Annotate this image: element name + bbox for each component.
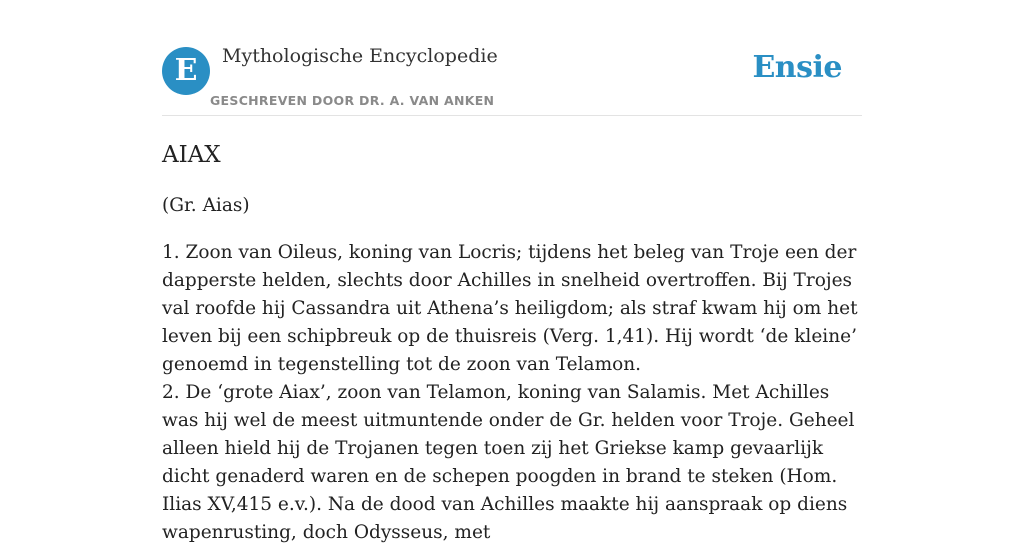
entry-subtitle: (Gr. Aias) xyxy=(162,195,250,216)
entry-paragraph-1: 1. Zoon van Oileus, koning van Locris; tijdens het beleg van Troje een der dapperste helden, slechts door Achilles in snelheid overtroffen. Bij Trojes val roofde hij Cassandra uit Athena’s heiligdom; als straf kwam hij om het leven bij een schipbreuk op de thuisreis (Verg. 1,41). Hij wordt ‘de kleine’ genoemd in tegenstelling tot de zoon van Telamon. xyxy=(162,242,858,375)
entry-paragraph-2: 2. De ‘grote Aiax’, zoon van Telamon, koning van Salamis. Met Achilles was hij wel de meest uitmuntende onder de Gr. helden voor Troje. Geheel alleen hield hij de Trojanen tegen toen zij het Griekse kamp gevaarlijk dicht genaderd waren en de schepen poogden in brand te steken (Hom. Ilias XV,415 e.v.). Na de dood van Achilles maakte hij aanspraak op diens wapenrusting, doch Odysseus, met xyxy=(162,382,855,543)
entry-body xyxy=(162,239,862,547)
content-column xyxy=(162,0,862,547)
author-line: GESCHREVEN DOOR DR. A. VAN ANKEN xyxy=(210,93,495,108)
encyclopedia-logo-icon[interactable]: E xyxy=(162,47,210,95)
book-title-link[interactable]: Mythologische Encyclopedie xyxy=(222,45,498,67)
entry-title: AIAX xyxy=(162,142,221,168)
ensie-brand-logo[interactable]: Ensie xyxy=(752,50,842,85)
header xyxy=(162,0,862,116)
